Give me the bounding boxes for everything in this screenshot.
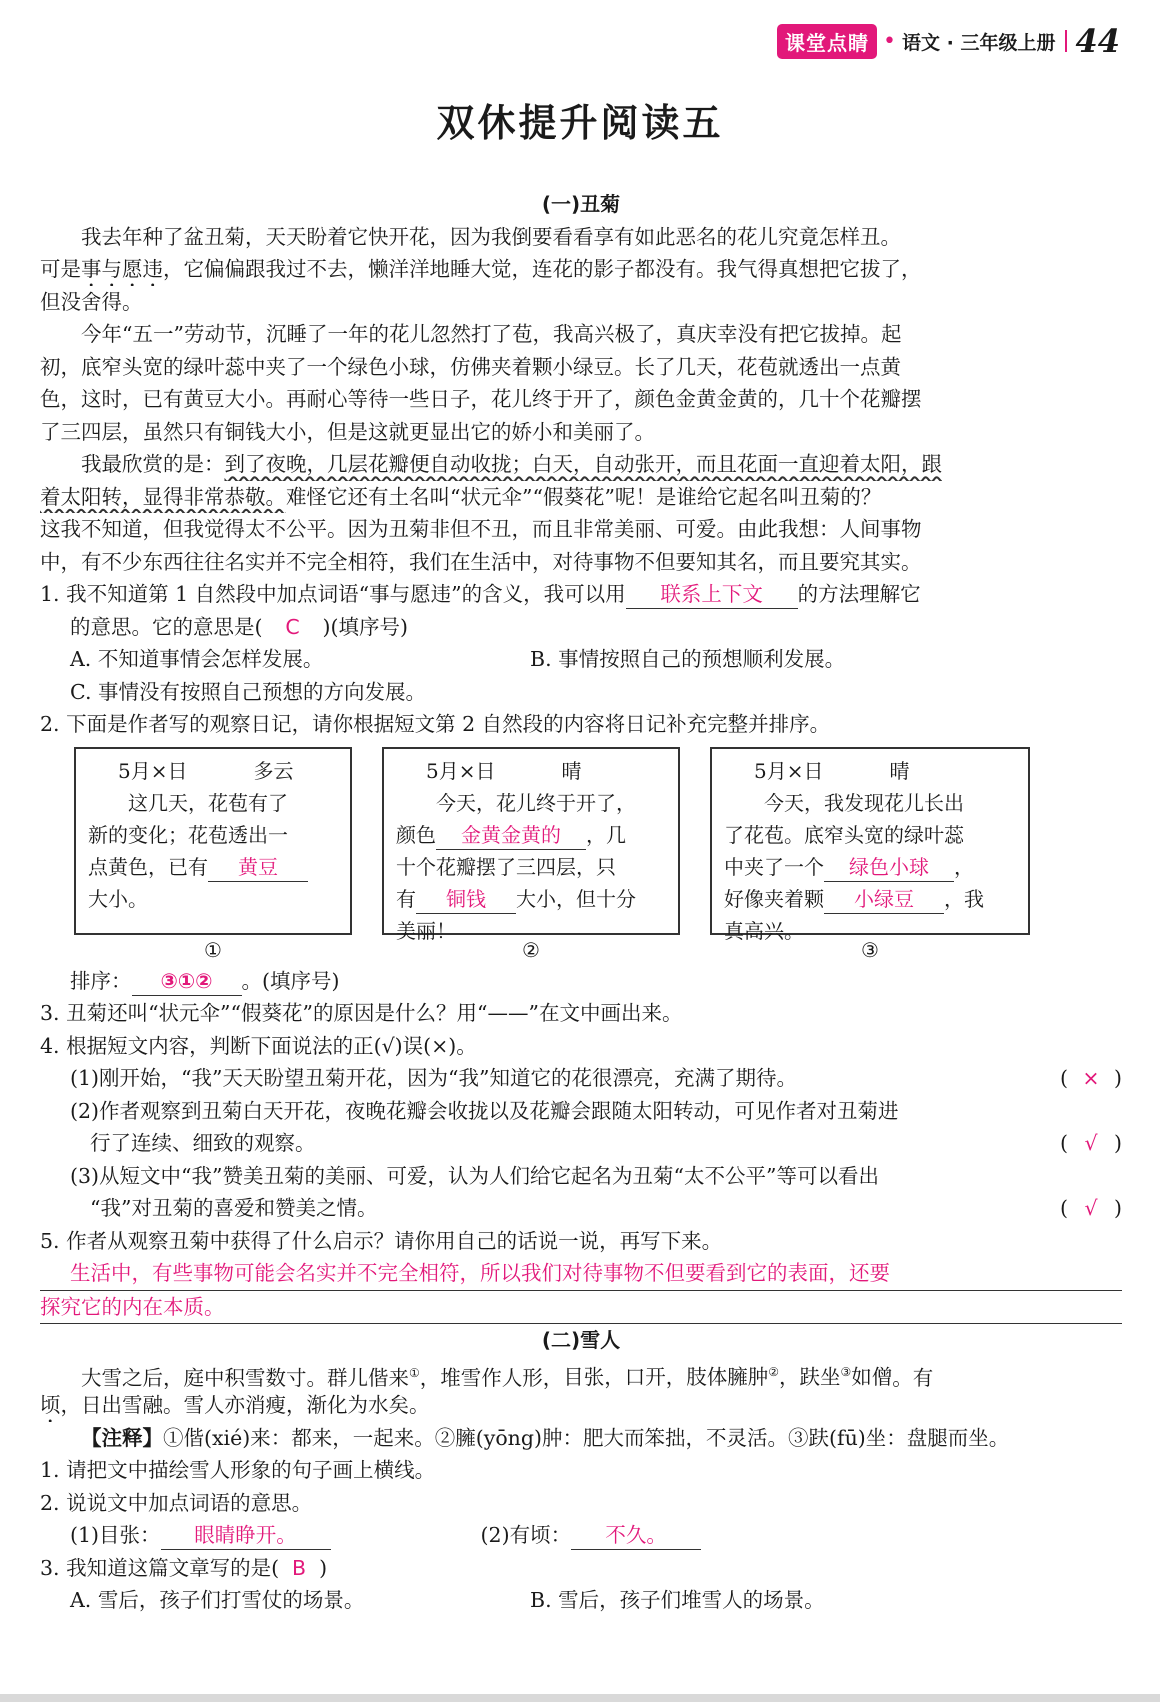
text: ) bbox=[319, 1555, 328, 1580]
footnote-mark: ① bbox=[409, 1365, 420, 1380]
passage-line: 这我不知道，但我觉得太不公平。因为丑菊非但不丑，而且非常美丽、可爱。由此我想：人间事物 bbox=[40, 517, 922, 541]
answer-blank[interactable]: 黄豆 bbox=[208, 853, 308, 882]
text: 点黄色，已有 bbox=[88, 854, 208, 879]
answer-mark: √ bbox=[1084, 1131, 1098, 1155]
passage-line: 了三四层，虽然只有铜钱大小，但是这就更显出它的娇小和美丽了。 bbox=[40, 419, 655, 444]
box-number: ② bbox=[522, 937, 540, 962]
passage-line: 但没舍得。 bbox=[40, 289, 143, 314]
answer-blank[interactable]: 金黄金黄的 bbox=[436, 821, 586, 850]
section-heading-2: (二)雪人 bbox=[541, 1328, 621, 1352]
judge-answer[interactable]: ( √ ) bbox=[1060, 1192, 1122, 1225]
text: ，堆雪作人形， bbox=[419, 1365, 564, 1389]
text: (2)有顷： bbox=[480, 1523, 572, 1547]
footnote-mark: ③ bbox=[840, 1365, 852, 1380]
page-title: 双休提升阅读五 bbox=[436, 101, 724, 145]
text: 我最欣赏的是： bbox=[81, 452, 225, 476]
text: ，趺坐 bbox=[779, 1365, 841, 1389]
subject-label: 语文 · 三年级上册 bbox=[902, 31, 1056, 54]
question-3: 3. 丑菊还叫“状元伞”“假葵花”的原因是什么？用“——”在文中画出来。 bbox=[40, 1001, 683, 1025]
passage-line bbox=[40, 448, 1122, 481]
text: 。(填序号) bbox=[241, 968, 340, 993]
question-4: 4. 根据短文内容，判断下面说法的正(√)误(×)。 bbox=[40, 1033, 477, 1058]
diary-line: 大小。 bbox=[88, 886, 148, 911]
answer-mark: √ bbox=[1084, 1196, 1098, 1220]
text: 中夹了一个 bbox=[724, 854, 824, 879]
text: 颜色 bbox=[396, 822, 436, 847]
options-row bbox=[40, 643, 1122, 676]
question-1 bbox=[40, 578, 1122, 611]
question-p2-3 bbox=[40, 1552, 1122, 1585]
passage-line: 色，这时，已有黄豆大小。再耐心等待一些日子，花儿终于开了，颜色金黄金黄的，几十个花瓣摆 bbox=[40, 387, 922, 411]
diary-date bbox=[724, 755, 1016, 787]
text: 可是 bbox=[40, 257, 81, 281]
option-a: A. 雪后，孩子们打雪仗的场景。 bbox=[70, 1588, 365, 1612]
answer-blank[interactable]: 铜钱 bbox=[416, 885, 516, 914]
text: ，日出雪融。雪人亦消瘦，渐化为水矣。 bbox=[60, 1393, 430, 1417]
diary-line bbox=[396, 819, 666, 851]
text: 大小，但十分 bbox=[516, 886, 636, 911]
text: 1. 我不知道第 1 自然段中加点词语“事与愿违”的含义，我可以用 bbox=[40, 582, 626, 606]
passage-line bbox=[40, 481, 1122, 514]
notes-text: ①偕(xié)来：都来，一起来。②臃(yōng)肿：肥大而笨拙，不灵活。③趺(fū)坐：盘腿而坐。 bbox=[163, 1425, 1010, 1450]
brand-badge: 课堂点睛 bbox=[777, 24, 877, 59]
text: 的方法理解它 bbox=[797, 582, 921, 606]
answer-choice[interactable]: C bbox=[285, 614, 300, 639]
text: 好像夹着颗 bbox=[724, 886, 824, 911]
answer-blank[interactable]: 眼睛睁开。 bbox=[161, 1521, 331, 1550]
judge-answer[interactable]: ( √ ) bbox=[1060, 1127, 1122, 1160]
answer-choice[interactable]: B bbox=[292, 1555, 307, 1580]
diary-line: 今天，我发现花儿长出 bbox=[764, 790, 964, 815]
order-answer[interactable]: ③①② bbox=[132, 967, 242, 996]
judge-item-3: (3)从短文中“我”赞美丑菊的美丽、可爱，认为人们给它起名为丑菊“太不公平”等可以看出 bbox=[70, 1163, 879, 1188]
text: 有 bbox=[396, 886, 416, 911]
diary-line bbox=[724, 883, 1016, 915]
date: 5月×日 bbox=[118, 758, 188, 783]
question-2: 2. 下面是作者写的观察日记，请你根据短文第 2 自然段的内容将日记补充完整并排序。 bbox=[40, 712, 831, 736]
passage-line bbox=[40, 1357, 1122, 1390]
option-a: A. 不知道事情会怎样发展。 bbox=[70, 647, 324, 671]
passage-line: 我去年种了盆丑菊，天天盼着它快开花，因为我倒要看看享有如此恶名的花儿究竟怎样丑。 bbox=[81, 224, 901, 249]
option-c: C. 事情没有按照自己预想的方向发展。 bbox=[70, 679, 426, 704]
page-header bbox=[777, 22, 1120, 60]
header-dot: • bbox=[883, 28, 897, 54]
exercise-content bbox=[40, 188, 1122, 1617]
answer-blank[interactable]: 小绿豆 bbox=[824, 885, 944, 914]
answer-blank[interactable]: 绿色小球 bbox=[824, 853, 954, 882]
date: 5月×日 bbox=[426, 758, 496, 783]
weather: 晴 bbox=[889, 758, 910, 783]
passage-line: 初，底窄头宽的绿叶蕊中夹了一个绿色小球，仿佛夹着颗小绿豆。长了几天，花苞就透出一点黄 bbox=[40, 354, 901, 379]
answer-method[interactable]: 联系上下文 bbox=[626, 580, 798, 609]
text: 排序： bbox=[70, 968, 132, 993]
page-number: 44 bbox=[1075, 22, 1120, 60]
notes-line bbox=[40, 1422, 1122, 1455]
diary-box-3 bbox=[710, 747, 1030, 943]
question-p2-2: 2. 说说文中加点词语的意思。 bbox=[40, 1490, 313, 1515]
diary-line: 新的变化；花苞透出一 bbox=[88, 822, 288, 847]
diary-line bbox=[88, 851, 338, 883]
diary-line: 这几天，花苞有了 bbox=[128, 790, 288, 815]
options-row bbox=[40, 1584, 1122, 1617]
diary-box-1 bbox=[74, 747, 352, 935]
diary-line: 今天，花儿终于开了， bbox=[436, 790, 636, 815]
text: (1)刚开始，“我”天天盼望丑菊开花，因为“我”知道它的花很漂亮，充满了期待。 bbox=[70, 1066, 797, 1090]
passage-line: 今年“五一”劳动节，沉睡了一年的花儿忽然打了苞，我高兴极了，真庆幸没有把它拔掉。起 bbox=[81, 322, 902, 346]
text: (1)目张： bbox=[70, 1523, 161, 1547]
weather: 晴 bbox=[561, 758, 582, 783]
answer-mark: × bbox=[1082, 1066, 1100, 1090]
answer-line[interactable]: 探究它的内在本质。 bbox=[40, 1291, 1122, 1325]
diary-line: 真高兴。 bbox=[724, 918, 804, 943]
wavy-underlined-text: 着太阳转，显得非常恭敬。 bbox=[40, 484, 286, 509]
order-line bbox=[40, 965, 1122, 998]
text: )(填序号) bbox=[322, 614, 408, 639]
judge-item-2-line2 bbox=[40, 1127, 1122, 1160]
date: 5月×日 bbox=[754, 758, 824, 783]
diary-line bbox=[724, 851, 1016, 883]
question-1-line2 bbox=[40, 611, 1122, 644]
dotted-phrase: 事与愿违 bbox=[81, 257, 163, 281]
diary-line: 了花苞。底窄头宽的绿叶蕊 bbox=[724, 822, 964, 847]
text: 大雪之后，庭中积雪数寸。群儿偕来 bbox=[81, 1365, 409, 1389]
option-b: B. 事情按照自己的预想顺利发展。 bbox=[530, 647, 846, 671]
text: 的意思。它的意思是( bbox=[70, 614, 263, 639]
diary-boxes bbox=[74, 747, 1122, 943]
text: 3. 我知道这篇文章写的是( bbox=[40, 1555, 280, 1580]
header-divider bbox=[1065, 30, 1067, 52]
text: 行了连续、细致的观察。 bbox=[90, 1131, 316, 1155]
judge-item-3-line2 bbox=[40, 1192, 1122, 1225]
dotted-word: 顷 bbox=[40, 1393, 61, 1417]
text: 难怪它还有土名叫“状元伞”“假葵花”呢！是谁给它起名叫丑菊的？ bbox=[286, 484, 882, 509]
text: 如僧 bbox=[851, 1365, 893, 1389]
box-numbers bbox=[74, 935, 1122, 965]
text: “我”对丑菊的喜爱和赞美之情。 bbox=[90, 1196, 378, 1220]
word-meaning-row bbox=[40, 1519, 1122, 1552]
text: ，我 bbox=[944, 886, 984, 911]
text: ，几 bbox=[586, 822, 626, 847]
text: ，它偏偏跟我过不去，懒洋洋地睡大觉，连花的影子都没有。我气得真想把它拔了， bbox=[163, 257, 922, 281]
diary-line: 十个花瓣摆了三四层，只 bbox=[396, 854, 616, 879]
box-number: ① bbox=[204, 937, 222, 962]
question-p2-1: 1. 请把文中描绘雪人形象的句子画上横线。 bbox=[40, 1458, 436, 1482]
diary-box-2 bbox=[382, 747, 680, 943]
weather: 多云 bbox=[253, 758, 294, 783]
option-b: B. 雪后，孩子们堆雪人的场景。 bbox=[530, 1588, 825, 1612]
notes-label: 【注释】 bbox=[81, 1425, 163, 1450]
text: ， bbox=[954, 854, 974, 879]
passage-line: 中，有不少东西往往名实并不完全相符，我们在生活中，对待事物不但要知其名，而且要究其实。 bbox=[40, 549, 922, 574]
diary-line bbox=[396, 883, 666, 915]
diary-date bbox=[396, 755, 666, 787]
box-number: ③ bbox=[861, 937, 879, 962]
footnote-mark: ② bbox=[768, 1365, 780, 1380]
judge-item-1 bbox=[40, 1062, 1122, 1095]
wavy-underlined-text: 到了夜晚，几层花瓣便自动收拢；白天，自动张开，而且花面一直迎着太阳，跟 bbox=[224, 452, 942, 476]
section-heading-1: (一)丑菊 bbox=[541, 192, 621, 216]
passage-line bbox=[40, 1389, 1122, 1422]
judge-answer[interactable]: ( × ) bbox=[1060, 1062, 1122, 1095]
passage-line bbox=[40, 253, 1122, 286]
diary-line: 美丽！ bbox=[396, 918, 456, 943]
question-5: 5. 作者从观察丑菊中获得了什么启示？请你用自己的话说一说，再写下来。 bbox=[40, 1228, 723, 1253]
text: 目张，口开，肢体臃肿 bbox=[563, 1365, 769, 1389]
answer-blank[interactable]: 不久。 bbox=[571, 1521, 701, 1550]
text: 。有 bbox=[892, 1365, 934, 1389]
page-bottom-bar bbox=[0, 1694, 1160, 1702]
wavy-underlined-text bbox=[563, 1365, 892, 1389]
diary-date bbox=[88, 755, 338, 787]
answer-line[interactable]: 生活中，有些事物可能会名实并不完全相符，所以我们对待事物不但要看到它的表面，还要 bbox=[40, 1257, 1122, 1291]
judge-item-2: (2)作者观察到丑菊白天开花，夜晚花瓣会收拢以及花瓣会跟随太阳转动，可见作者对丑菊进 bbox=[70, 1098, 899, 1123]
